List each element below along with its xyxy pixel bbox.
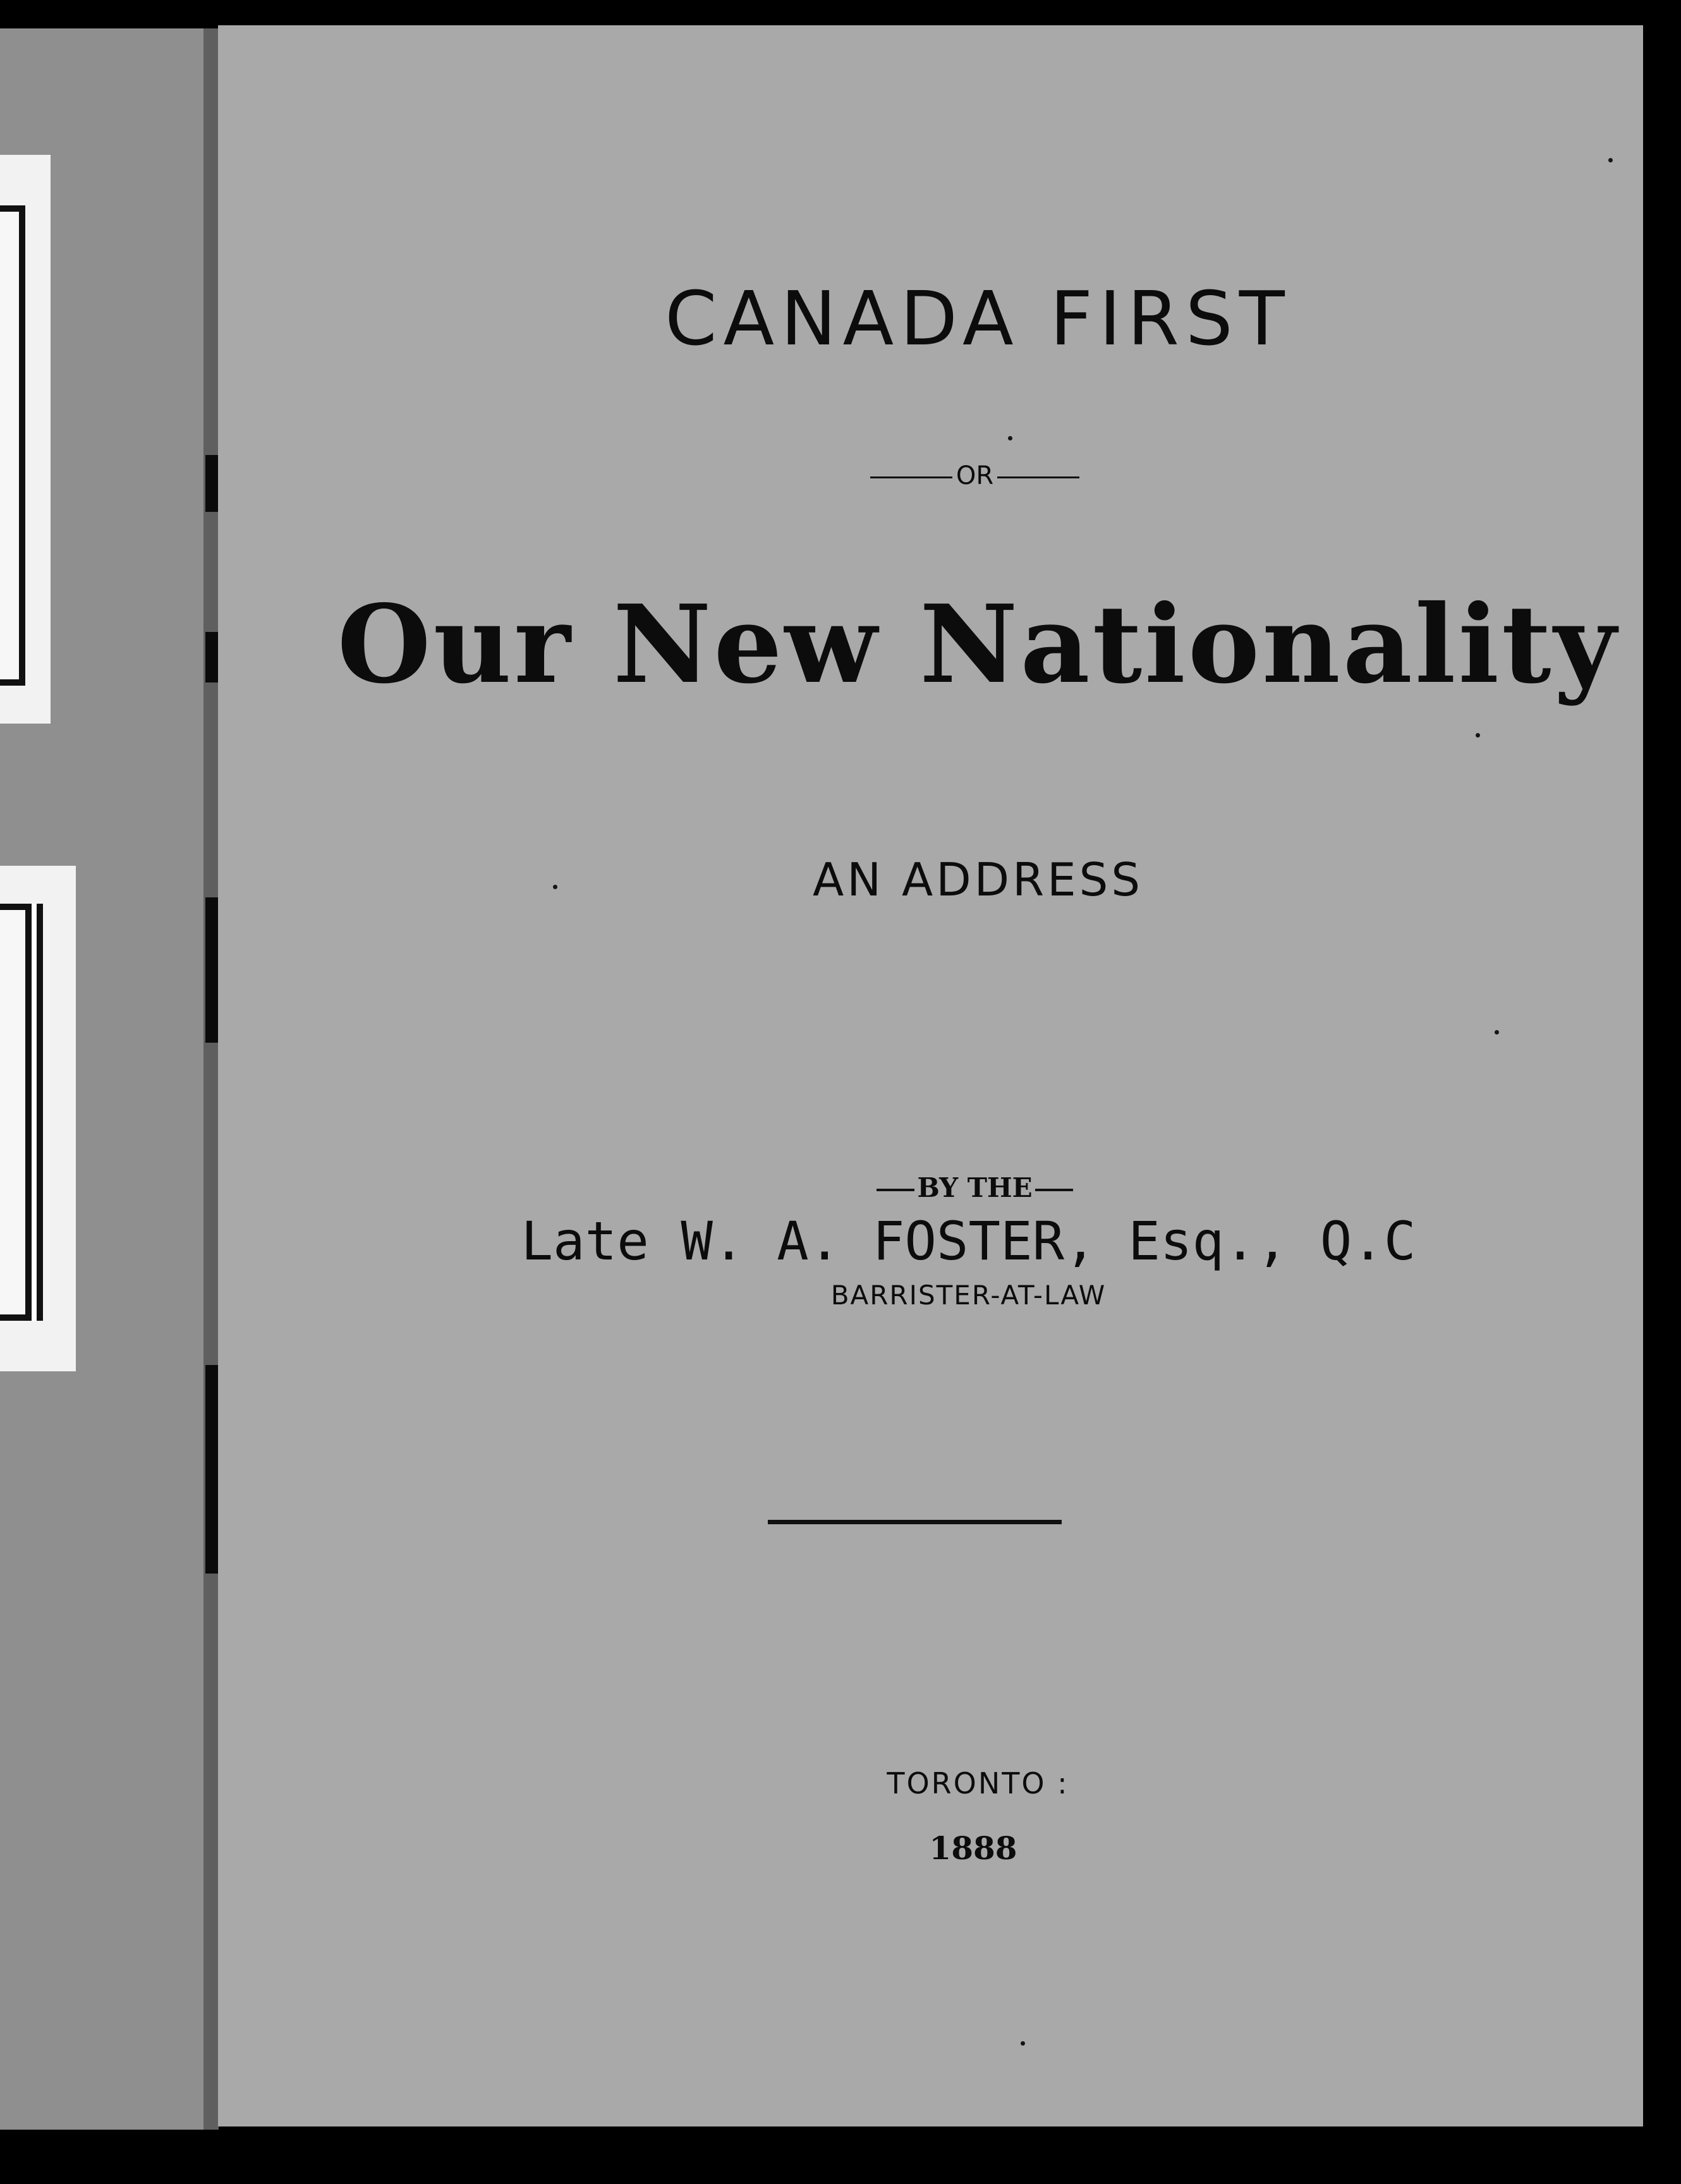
title-page [218, 25, 1643, 2126]
byline-text: BY THE [917, 1172, 1033, 1203]
bookplate-label-lower [0, 866, 76, 1371]
horizontal-rule [768, 1520, 1062, 1524]
separator-rule-right [997, 476, 1079, 478]
publication-year: 1888 [929, 1829, 1017, 1867]
author-profession: BARRISTER-AT-LAW [830, 1280, 1107, 1311]
bookplate-label-upper [0, 155, 51, 724]
subtitle: AN ADDRESS [812, 853, 1144, 906]
paper-speck [1608, 158, 1613, 162]
title-separator [218, 461, 1643, 490]
book-spine [203, 28, 219, 2130]
separator-text: OR [956, 461, 994, 490]
paper-speck [1008, 436, 1012, 440]
byline-rule-right [1035, 1189, 1073, 1191]
paper-speck [1476, 733, 1480, 737]
paper-speck [1495, 1030, 1499, 1034]
paper-speck [1021, 2041, 1025, 2046]
title-line-1: CANADA FIRST [665, 275, 1291, 362]
byline-rule-left [877, 1189, 914, 1191]
title-line-2: Our New Nationality [337, 581, 1619, 708]
paper-speck [553, 885, 557, 889]
publication-place: TORONTO : [887, 1766, 1069, 1800]
separator-rule-left [870, 476, 952, 478]
byline [218, 1172, 1643, 1203]
author-name: Late W. A. FOSTER, Esq., Q.C [521, 1210, 1416, 1272]
